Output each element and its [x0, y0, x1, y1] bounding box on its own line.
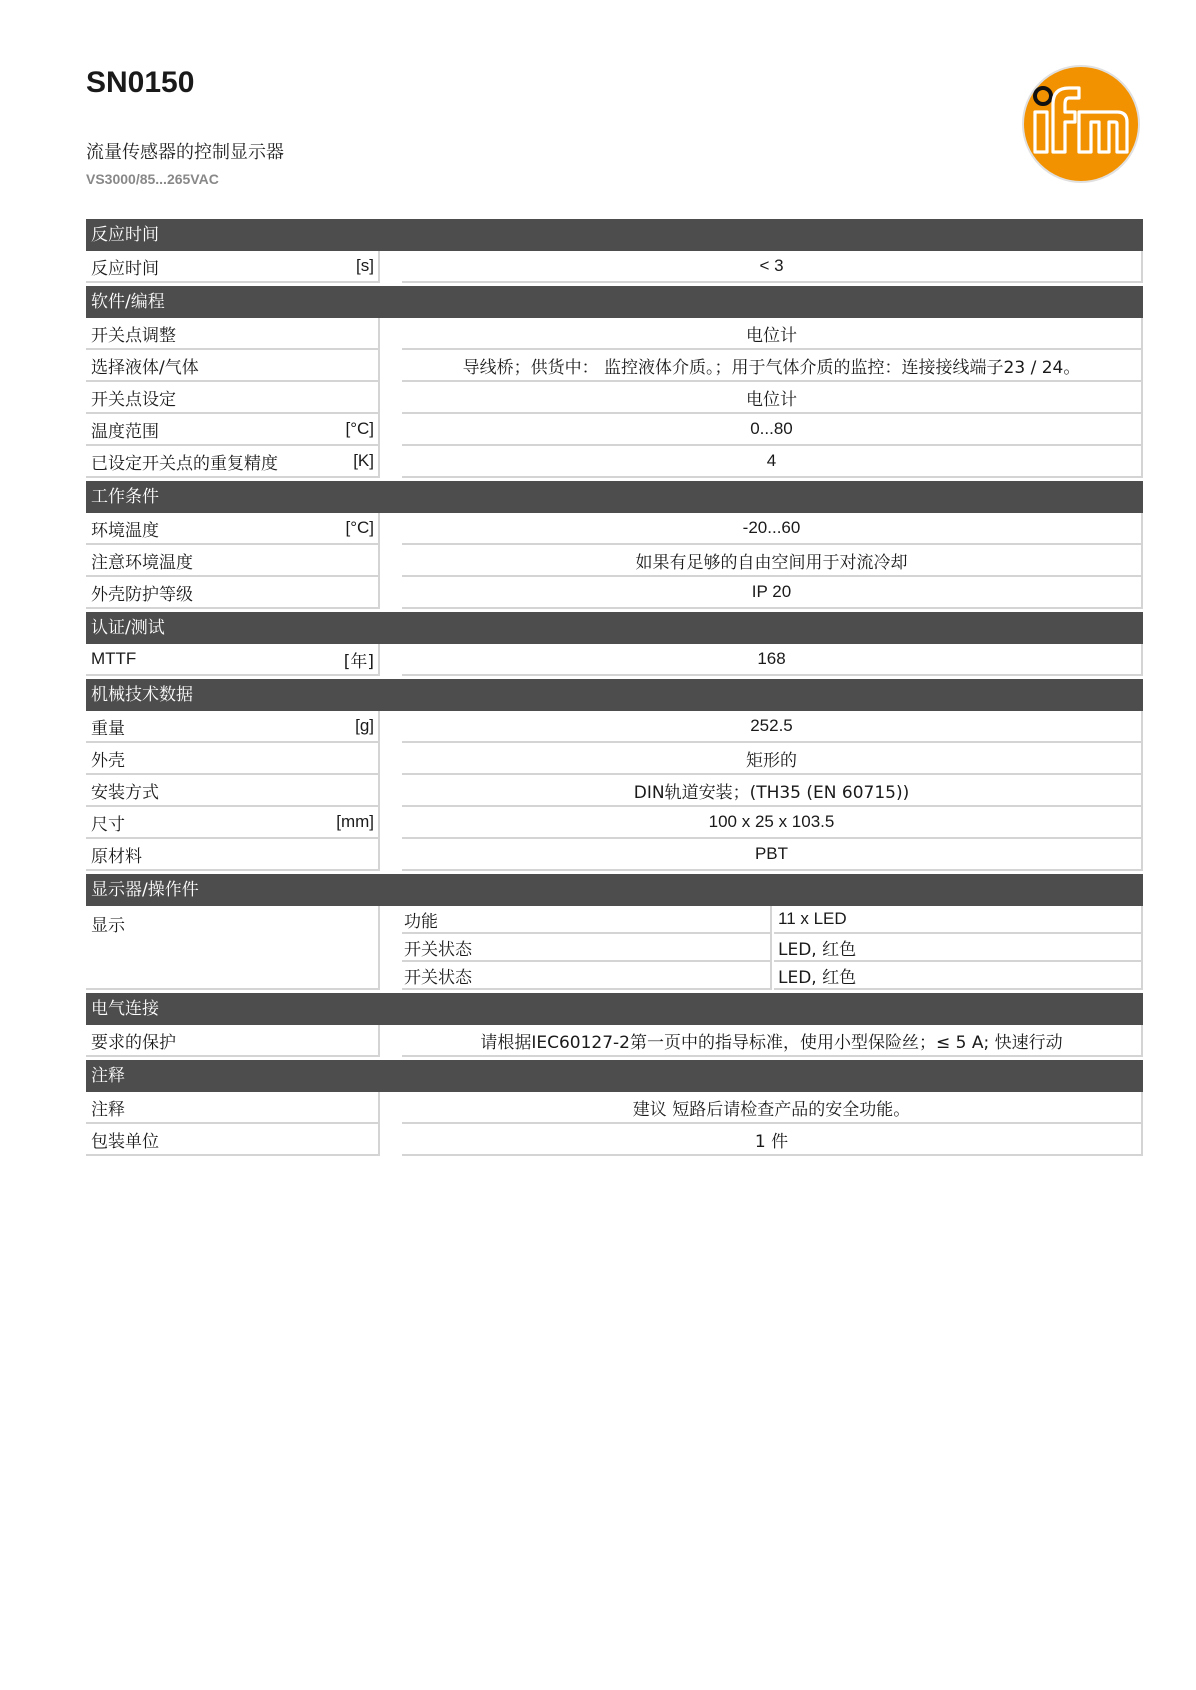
spec-label: 尺寸	[91, 814, 125, 835]
spec-label: 反应时间	[91, 258, 159, 279]
spec-row	[86, 807, 1143, 839]
spec-row	[86, 775, 1143, 807]
section-header-software: 软件/编程	[86, 286, 1143, 318]
spec-label-cell	[86, 545, 380, 577]
spec-label-cell	[86, 382, 380, 414]
spec-row	[86, 1124, 1143, 1156]
spec-unit: [°C]	[345, 518, 374, 537]
spec-value: 请根据IEC60127-2第一页中的指导标准，使用小型保险丝；≤ 5 A; 快速行动	[402, 1025, 1143, 1057]
spec-label-cell	[86, 743, 380, 775]
section-header-electrical-connection: 电气连接	[86, 993, 1143, 1025]
spec-label: 环境温度	[91, 520, 159, 541]
spec-label: 外壳防护等级	[91, 584, 193, 605]
spec-row	[86, 839, 1143, 871]
display-key: 功能	[402, 906, 772, 934]
spec-value: 导线桥；供货中： 监控液体介质。；用于气体介质的监控：连接接线端子23 / 24。	[402, 350, 1143, 382]
spec-label-cell	[86, 644, 380, 676]
display-subrow	[402, 906, 1143, 934]
spec-value: 252.5	[402, 711, 1143, 743]
spec-row	[86, 350, 1143, 382]
spec-unit: [K]	[353, 451, 374, 470]
spec-label: MTTF	[91, 649, 137, 668]
display-subrow	[402, 934, 1143, 962]
product-title: SN0150	[86, 66, 195, 99]
spec-label: 包装单位	[91, 1131, 159, 1152]
spec-value: 建议 短路后请检查产品的安全功能。	[402, 1092, 1143, 1124]
spec-row	[86, 743, 1143, 775]
display-value: LED, 红色	[774, 962, 1143, 990]
spec-unit: [mm]	[336, 812, 374, 831]
spec-row-display	[86, 906, 1143, 990]
spec-label-cell	[86, 318, 380, 350]
spec-value: PBT	[402, 839, 1143, 871]
spec-row	[86, 414, 1143, 446]
spec-table	[86, 219, 1143, 1156]
spec-value: 1 件	[402, 1124, 1143, 1156]
spec-label-cell	[86, 1124, 380, 1156]
spec-label-cell	[86, 446, 380, 478]
section-header-remarks: 注释	[86, 1060, 1143, 1092]
spec-label: 要求的保护	[91, 1032, 176, 1053]
spec-label: 温度范围	[91, 421, 159, 442]
spec-unit: [s]	[356, 256, 374, 275]
spec-label: 安装方式	[91, 782, 159, 803]
spec-label: 原材料	[91, 846, 142, 867]
spec-label: 注意环境温度	[91, 552, 193, 573]
spec-label-cell	[86, 577, 380, 609]
spec-row	[86, 382, 1143, 414]
spec-label-cell	[86, 775, 380, 807]
spec-value: 100 x 25 x 103.5	[402, 807, 1143, 839]
spec-label: 开关点调整	[91, 325, 176, 346]
display-subrow	[402, 962, 1143, 990]
spec-label-cell	[86, 906, 380, 990]
spec-label-cell	[86, 839, 380, 871]
spec-value: 如果有足够的自由空间用于对流冷却	[402, 545, 1143, 577]
spec-row	[86, 318, 1143, 350]
spec-row	[86, 644, 1143, 676]
spec-label-cell	[86, 711, 380, 743]
spec-label: 开关点设定	[91, 389, 176, 410]
spec-label-cell	[86, 807, 380, 839]
spec-row	[86, 577, 1143, 609]
ifm-logo	[1021, 64, 1141, 184]
spec-value: 电位计	[402, 382, 1143, 414]
spec-label-cell	[86, 350, 380, 382]
display-key: 开关状态	[402, 934, 772, 962]
spec-value: 矩形的	[402, 743, 1143, 775]
spec-row	[86, 1025, 1143, 1057]
spec-label: 选择液体/气体	[91, 357, 199, 378]
spec-label-cell	[86, 414, 380, 446]
spec-value: DIN轨道安装；(TH35 (EN 60715))	[402, 775, 1143, 807]
section-header-approvals: 认证/测试	[86, 612, 1143, 644]
spec-row	[86, 446, 1143, 478]
product-subtitle: 流量传感器的控制显示器	[86, 142, 284, 163]
spec-row	[86, 513, 1143, 545]
spec-label: 注释	[91, 1099, 125, 1120]
section-header-response-time: 反应时间	[86, 219, 1143, 251]
spec-label: 外壳	[91, 750, 125, 771]
spec-value: 0...80	[402, 414, 1143, 446]
display-value: 11 x LED	[774, 906, 1143, 934]
spec-row	[86, 1092, 1143, 1124]
spec-value: 168	[402, 644, 1143, 676]
section-header-display: 显示器/操作件	[86, 874, 1143, 906]
section-header-mechanical-data: 机械技术数据	[86, 679, 1143, 711]
spec-value: IP 20	[402, 577, 1143, 609]
spec-label-cell	[86, 1092, 380, 1124]
spec-unit: [°C]	[345, 419, 374, 438]
section-header-operating-conditions: 工作条件	[86, 481, 1143, 513]
spec-value: -20...60	[402, 513, 1143, 545]
display-subtable	[402, 906, 1143, 990]
spec-value: < 3	[402, 251, 1143, 283]
spec-label: 重量	[91, 718, 125, 739]
spec-label-cell	[86, 1025, 380, 1057]
spec-row	[86, 545, 1143, 577]
model-code: VS3000/85...265VAC	[86, 171, 219, 187]
spec-label: 已设定开关点的重复精度	[91, 453, 278, 474]
spec-unit: [年]	[343, 651, 374, 672]
spec-label-cell	[86, 251, 380, 283]
spec-unit: [g]	[355, 716, 374, 735]
display-key: 开关状态	[402, 962, 772, 990]
spec-row	[86, 711, 1143, 743]
logo-text: ifm	[1081, 176, 1083, 177]
spec-label-cell	[86, 513, 380, 545]
spec-label: 显示	[91, 916, 125, 936]
display-value: LED, 红色	[774, 934, 1143, 962]
spec-value: 电位计	[402, 318, 1143, 350]
spec-value: 4	[402, 446, 1143, 478]
spec-row	[86, 251, 1143, 283]
